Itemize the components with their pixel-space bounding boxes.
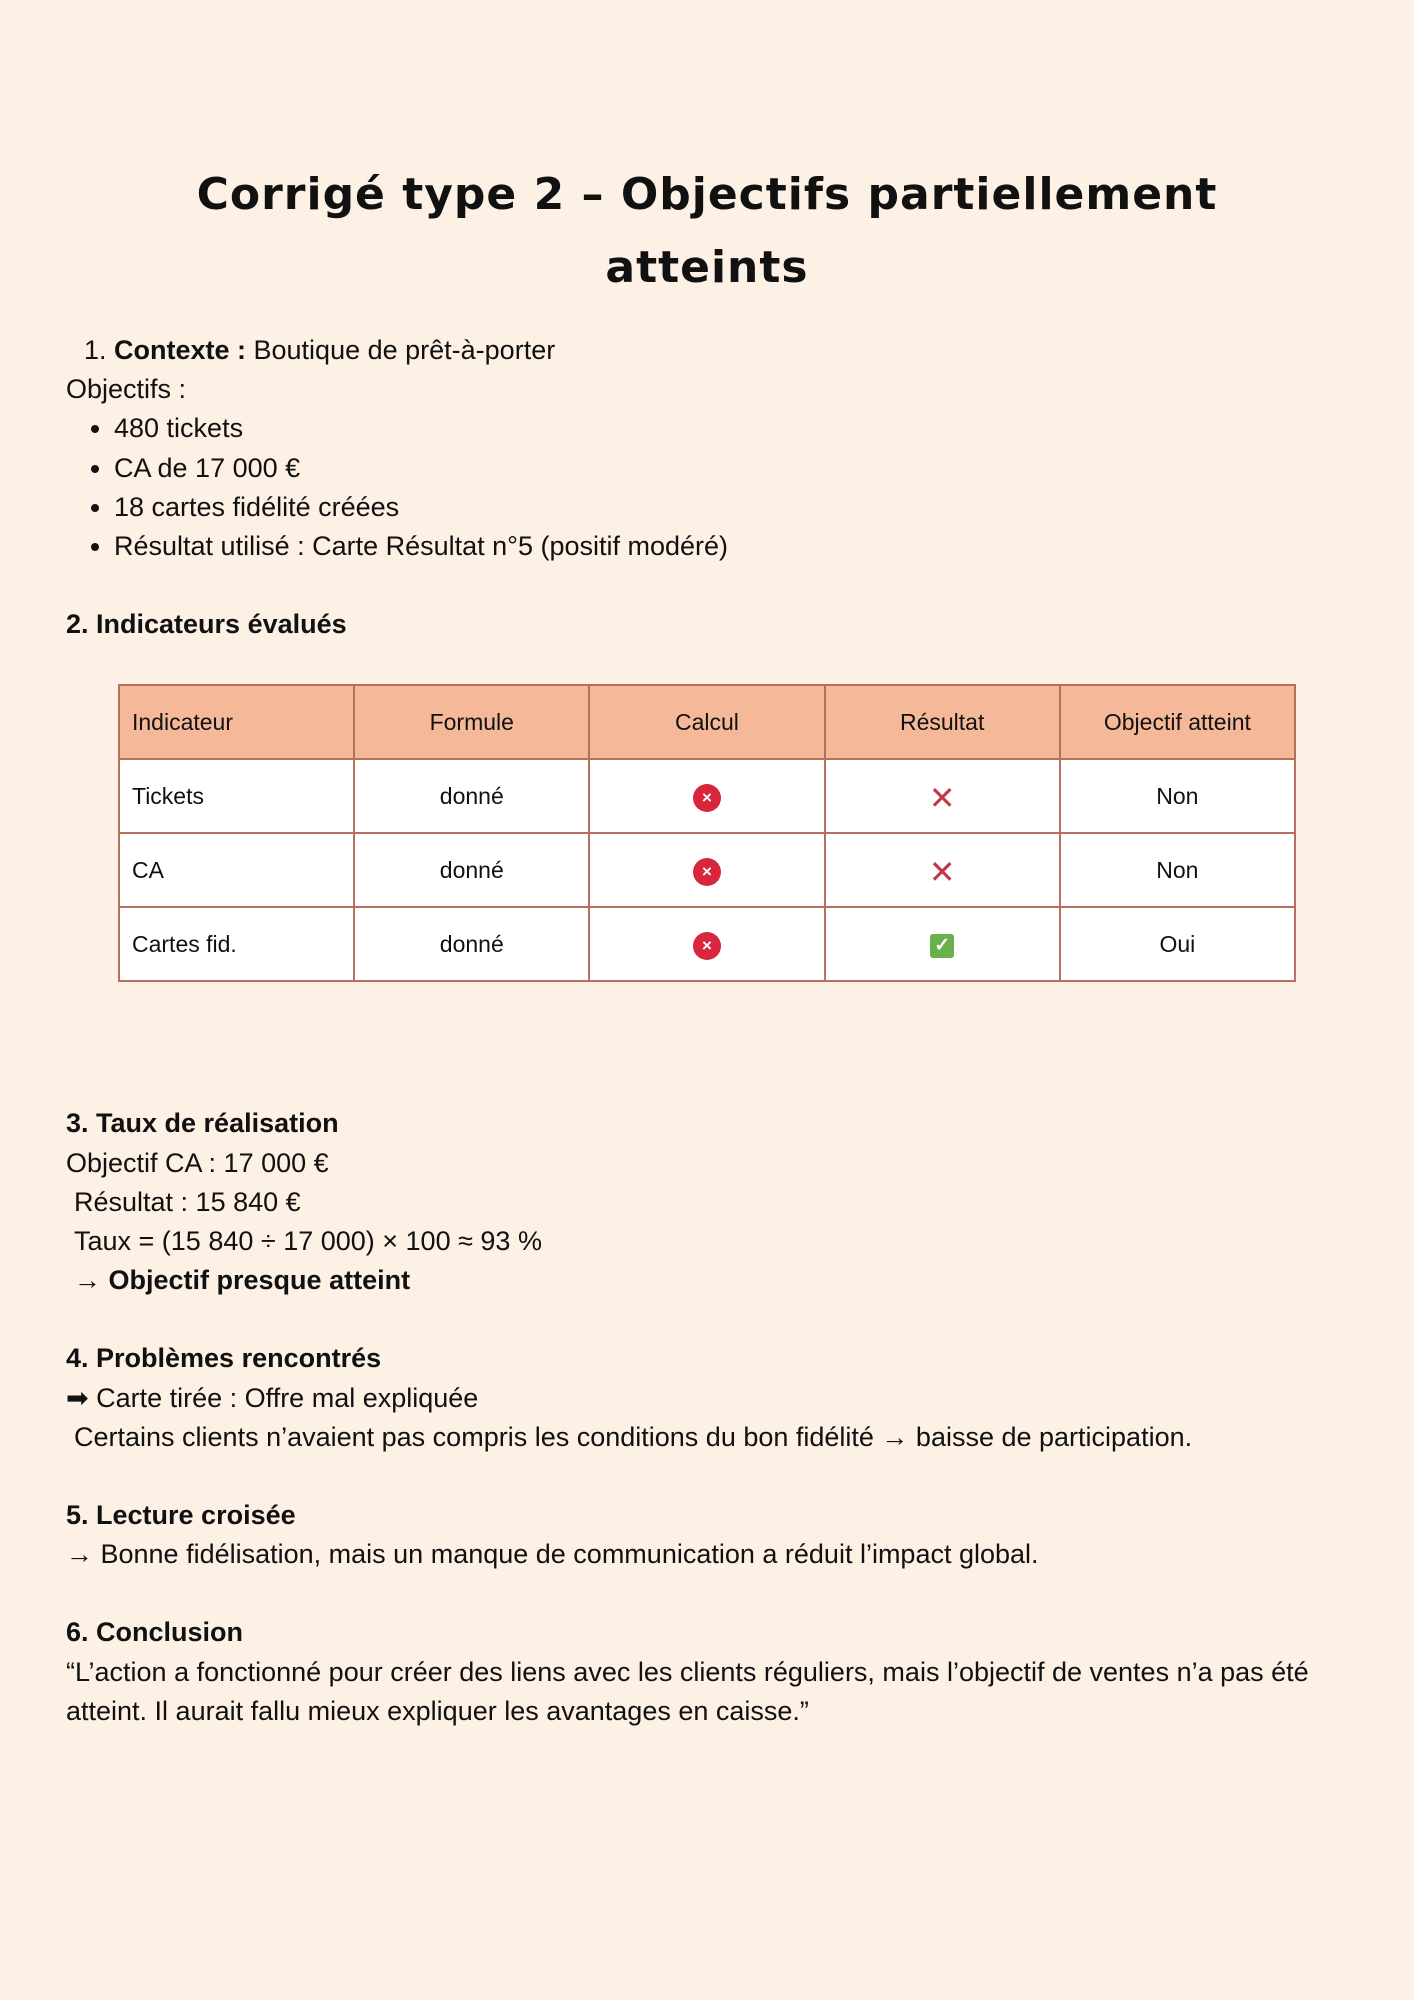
- rate-conclusion: [66, 1261, 1366, 1300]
- objective-ca-line: Objectif CA : 17 000 €: [66, 1147, 329, 1178]
- context-value: Boutique de prêt-à-porter: [246, 335, 556, 365]
- section-2-heading: 2. Indicateurs évalués: [66, 609, 347, 640]
- card-drawn-line: [66, 1379, 1366, 1418]
- cell-indicateur: Tickets: [119, 759, 354, 833]
- cell-resultat: [825, 907, 1060, 981]
- indicators-table-container: [66, 644, 1366, 1104]
- indicators-table: [118, 684, 1296, 982]
- problem-detail: Certains clients n’avaient pas compris les conditions du bon fidélité → baisse de participation.: [74, 1421, 1193, 1452]
- red-x-icon: ✕: [928, 779, 956, 816]
- cell-formule: donné: [354, 833, 589, 907]
- objective-item: • CA de 17 000 €: [114, 449, 1366, 488]
- right-arrow-icon: ➡: [66, 1382, 89, 1413]
- objective-item: • 18 cartes fidélité créées: [114, 488, 1366, 527]
- page-title: [0, 158, 1414, 304]
- result-line: Résultat : 15 840 €: [74, 1186, 301, 1217]
- cell-objectif: Non: [1060, 833, 1295, 907]
- cell-formule: donné: [354, 907, 589, 981]
- table-row: [119, 833, 1295, 907]
- cell-objectif: Oui: [1060, 907, 1295, 981]
- context-list: [66, 331, 1366, 370]
- cell-calcul: [589, 907, 824, 981]
- document-body: [66, 331, 1366, 1731]
- section-4-heading: 4. Problèmes rencontrés: [66, 1343, 382, 1374]
- page-title-line-2: atteints: [605, 242, 809, 293]
- conclusion-text: “L’action a fonctionné pour créer des liens avec les clients réguliers, mais l’objectif de ventes n’a pas été atteint. Il aurait fallu mieux expliquer les avantages en caisse.”: [66, 1656, 1309, 1726]
- header-resultat: Résultat: [825, 685, 1060, 759]
- header-objectif-atteint: Objectif atteint: [1060, 685, 1295, 759]
- section-6-heading: 6. Conclusion: [66, 1617, 244, 1648]
- table-row: [119, 907, 1295, 981]
- cell-indicateur: Cartes fid.: [119, 907, 354, 981]
- cell-calcul: [589, 759, 824, 833]
- objective-item: • Résultat utilisé : Carte Résultat n°5 (positif modéré): [114, 527, 1366, 566]
- header-formule: Formule: [354, 685, 589, 759]
- red-circle-x-icon: ×: [693, 858, 721, 886]
- context-label: Contexte :: [114, 335, 247, 365]
- cross-reading-text: → Bonne fidélisation, mais un manque de communication a réduit l’impact global.: [66, 1539, 1039, 1570]
- cell-indicateur: CA: [119, 833, 354, 907]
- context-item: [114, 331, 1366, 370]
- arrow-icon: →: [74, 1265, 109, 1296]
- objectives-list: [66, 409, 1366, 566]
- header-indicateur: Indicateur: [119, 685, 354, 759]
- red-circle-x-icon: ×: [693, 932, 721, 960]
- rate-conclusion-text: Objectif presque atteint: [108, 1265, 411, 1296]
- red-x-icon: ✕: [928, 853, 956, 890]
- objectives-label: Objectifs :: [66, 374, 187, 405]
- page-title-line-1: Corrigé type 2 – Objectifs partiellement: [196, 169, 1218, 220]
- objective-item: • 480 tickets: [114, 409, 1366, 448]
- header-calcul: Calcul: [589, 685, 824, 759]
- table-row: [119, 759, 1295, 833]
- cell-formule: donné: [354, 759, 589, 833]
- cell-resultat: [825, 833, 1060, 907]
- section-5-heading: 5. Lecture croisée: [66, 1500, 296, 1531]
- red-circle-x-icon: ×: [693, 784, 721, 812]
- card-drawn-text: Carte tirée : Offre mal expliquée: [88, 1382, 479, 1413]
- cell-objectif: Non: [1060, 759, 1295, 833]
- cell-resultat: [825, 759, 1060, 833]
- cell-calcul: [589, 833, 824, 907]
- rate-line: Taux = (15 840 ÷ 17 000) × 100 ≈ 93 %: [74, 1226, 542, 1257]
- section-3-heading: 3. Taux de réalisation: [66, 1108, 339, 1139]
- table-header-row: [119, 685, 1295, 759]
- green-check-icon: ✓: [930, 934, 954, 958]
